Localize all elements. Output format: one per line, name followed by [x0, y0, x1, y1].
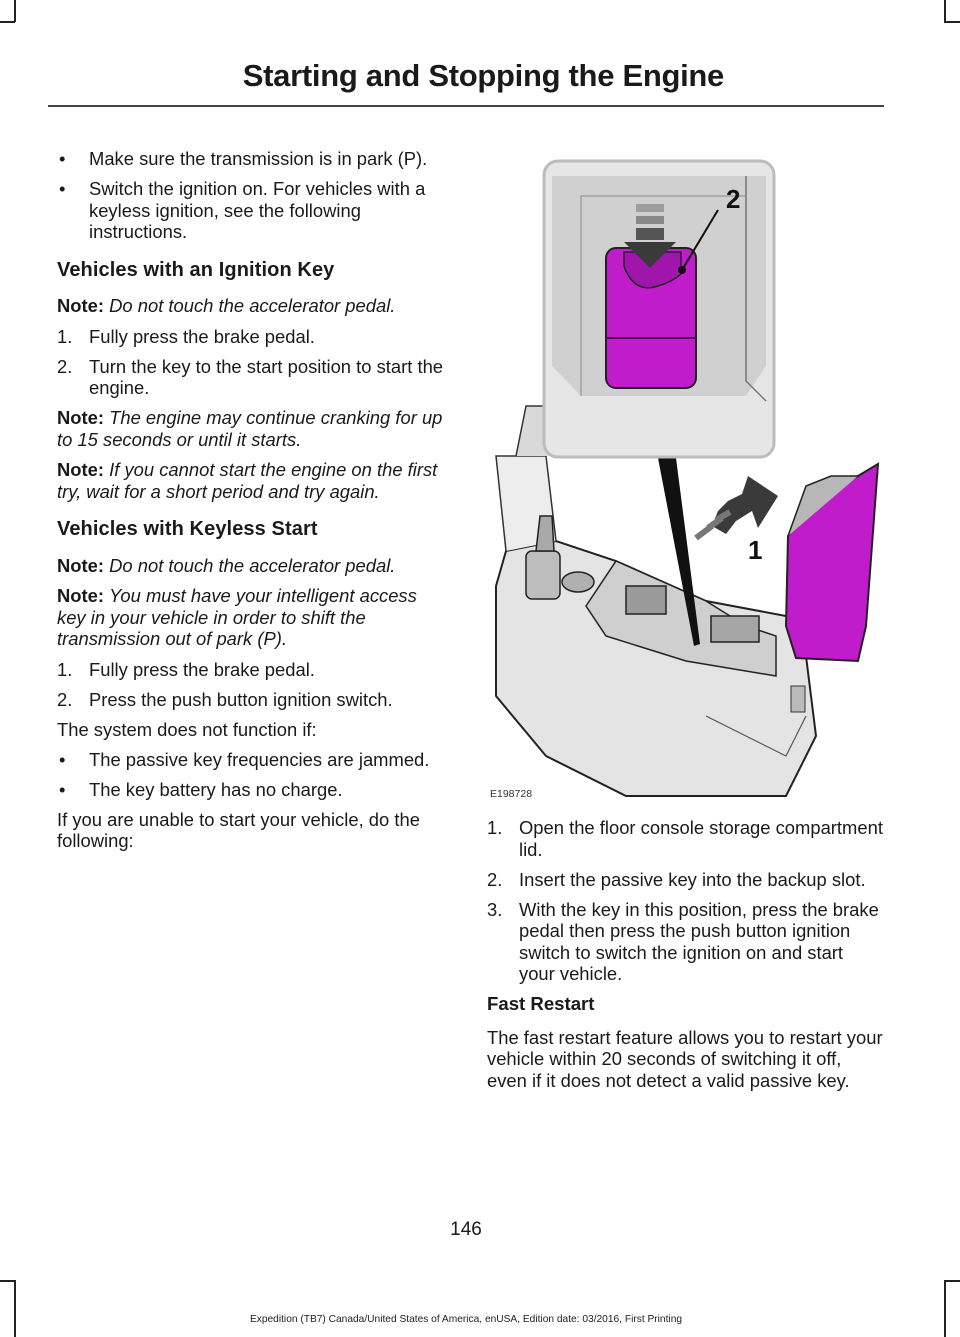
note: Note: Do not touch the accelerator pedal.	[57, 554, 396, 576]
right-column	[487, 817, 883, 1100]
section-heading-fast-restart: Fast Restart	[487, 993, 595, 1014]
crop-mark	[14, 0, 16, 22]
crop-mark	[944, 1280, 946, 1337]
page-title: Starting and Stopping the Engine	[242, 58, 724, 93]
step-item: 1. Open the floor console storage compartment lid.	[487, 817, 883, 860]
left-column	[57, 148, 449, 860]
crop-mark	[14, 1280, 16, 1337]
section-heading-keyless-start: Vehicles with Keyless Start	[57, 518, 318, 540]
step-item: 1. Fully press the brake pedal.	[57, 658, 315, 680]
list-item: • Switch the ignition on. For vehicles with a keyless ignition, see the following instructions.	[59, 178, 426, 242]
step-item: 1. Fully press the brake pedal.	[57, 325, 315, 347]
paragraph: If you are unable to start your vehicle, do the following:	[57, 808, 420, 851]
callout-1: 1	[748, 535, 763, 565]
title-divider	[48, 105, 884, 107]
note: Note: The engine may continue cranking for up to 15 seconds or until it starts.	[57, 407, 443, 450]
list-item: • The key battery has no charge.	[59, 778, 343, 800]
page-number: 146	[450, 1219, 482, 1240]
crop-mark	[944, 1280, 960, 1282]
paragraph: The fast restart feature allows you to restart your vehicle within 20 seconds of switching it off, even if it does not detect a valid passive key.	[487, 1026, 883, 1091]
note: Note: Do not touch the accelerator pedal.	[57, 295, 396, 316]
note: Note: You must have your intelligent access key in your vehicle in order to shift the transmission out of park (P).	[57, 585, 417, 649]
console-key-slot-illustration	[486, 156, 886, 802]
note: Note: If you cannot start the engine on the first try, wait for a short period and try again.	[57, 459, 438, 502]
crop-mark	[944, 0, 946, 22]
crop-mark	[944, 21, 960, 23]
footer-text: Expedition (TB7) Canada/United States of America, enUSA, Edition date: 03/2016, First Printing	[249, 1314, 683, 1325]
crop-mark	[0, 1280, 15, 1282]
figure-code: E198728	[490, 788, 533, 800]
step-item: 2. Press the push button ignition switch.	[57, 688, 393, 710]
list-item: • Make sure the transmission is in park (P).	[59, 148, 428, 169]
section-heading-ignition-key: Vehicles with an Ignition Key	[57, 258, 335, 281]
crop-mark	[0, 21, 15, 23]
callout-2: 2	[726, 184, 741, 214]
list-item: • The passive key frequencies are jammed.	[59, 748, 430, 770]
step-item: 2. Turn the key to the start position to start the engine.	[57, 355, 444, 398]
step-item: 3. With the key in this position, press the brake pedal then press the push button ignition switch to switch the ignition on and start your vehicle.	[487, 898, 879, 984]
step-item: 2. Insert the passive key into the backup slot.	[487, 868, 866, 890]
paragraph: The system does not function if:	[57, 718, 317, 740]
